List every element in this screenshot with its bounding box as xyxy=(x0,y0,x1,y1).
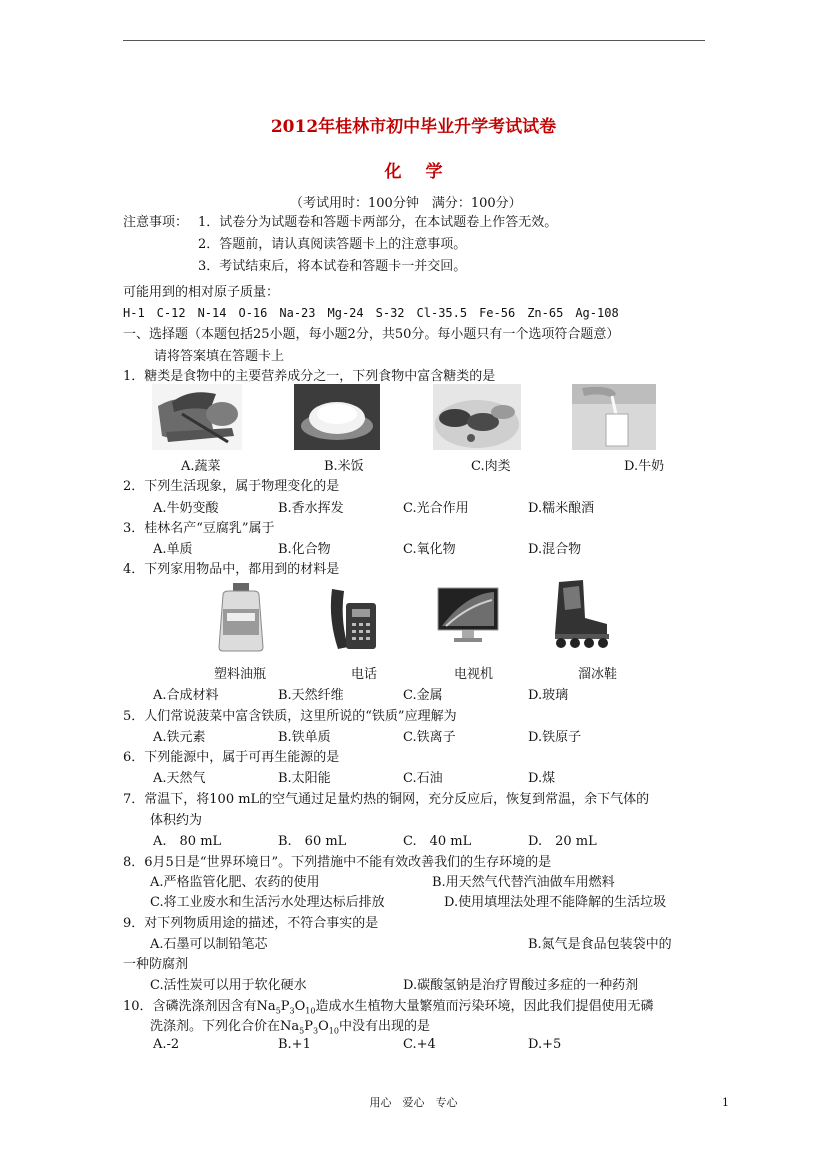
q3-option-a: A.单质 xyxy=(153,542,193,557)
q3-option-c: C.氧化物 xyxy=(403,542,456,557)
q6-option-a: A.天然气 xyxy=(153,771,206,786)
q8-option-b: B.用天然气代替汽油做车用燃料 xyxy=(432,875,615,890)
header-rule xyxy=(123,40,705,41)
atomic-mass-values: H-1 C-12 N-14 O-16 Na-23 Mg-24 S-32 Cl-35.5 Fe-56 Zn-65 Ag-108 xyxy=(123,306,619,320)
notes-label: 注意事项： xyxy=(123,215,189,230)
plastic-oil-bottle-image xyxy=(215,581,267,653)
question-4: 4．下列家用物品中，都用到的材料是 xyxy=(123,562,340,577)
q7-option-a: A. 80 mL xyxy=(153,834,222,849)
q9-option-b: B.氮气是食品包装袋中的 xyxy=(528,937,672,952)
q1-option-b: B.米饭 xyxy=(324,459,364,474)
question-7: 7．常温下，将100 mL的空气通过足量灼热的铜网，充分反应后，恢复到常温，余下气体的 xyxy=(123,792,650,807)
q10-stem2-a: 洗涤剂。下列化合价在 xyxy=(150,1019,281,1034)
q4-caption-phone: 电话 xyxy=(351,667,378,682)
q2-option-a: A.牛奶变酸 xyxy=(153,501,219,516)
q10-option-a: A.-2 xyxy=(153,1037,180,1052)
q2-option-b: B.香水挥发 xyxy=(278,501,344,516)
note-item: 2．答题前，请认真阅读答题卡上的注意事项。 xyxy=(198,237,467,252)
q9-option-d: D.碳酸氢钠是治疗胃酸过多症的一种药剂 xyxy=(403,978,639,993)
q8-option-a: A.严格监管化肥、农药的使用 xyxy=(150,875,320,890)
telephone-image xyxy=(326,583,378,653)
rice-image xyxy=(294,384,380,450)
vegetables-image xyxy=(152,384,242,450)
q2-option-d: D.糯米酿酒 xyxy=(528,501,595,516)
meat-image xyxy=(433,384,521,450)
question-7-cont: 体积约为 xyxy=(150,813,203,828)
note-item: 1．试卷分为试题卷和答题卡两部分，在本试题卷上作答无效。 xyxy=(198,215,558,230)
q4-option-d: D.玻璃 xyxy=(528,688,569,703)
q10-option-b: B.+1 xyxy=(278,1037,311,1052)
question-1: 1．糖类是食物中的主要营养成分之一，下列食物中富含糖类的是 xyxy=(123,369,496,384)
section-heading: 一、选择题（本题包括25小题，每小题2分，共50分。每小题只有一个选项符合题意） xyxy=(123,327,620,342)
question-9: 9．对下列物质用途的描述，不符合事实的是 xyxy=(123,916,379,931)
q8-option-d: D.使用填埋法处理不能降解的生活垃圾 xyxy=(444,895,667,910)
q4-option-c: C.金属 xyxy=(403,688,443,703)
exam-info: （考试用时：100分钟 满分：100分） xyxy=(290,196,522,211)
q10-option-d: D.+5 xyxy=(528,1037,562,1052)
q1-option-c: C.肉类 xyxy=(471,459,511,474)
q10-stem2-b: 中没有出现的是 xyxy=(338,1019,430,1034)
q7-option-d: D. 20 mL xyxy=(528,834,597,849)
question-5: 5．人们常说菠菜中富含铁质，这里所说的“铁质”应理解为 xyxy=(123,709,457,724)
sodium-tripolyphosphate-formula: $Na_5P_3O_{10}$ xyxy=(256,999,316,1016)
question-10-cont xyxy=(150,1015,430,1036)
page-number: 1 xyxy=(722,1096,729,1109)
question-6: 6．下列能源中，属于可再生能源的是 xyxy=(123,750,340,765)
footer-motto: 用心 爱心 专心 xyxy=(369,1096,458,1109)
q5-option-a: A.铁元素 xyxy=(153,730,206,745)
q9-option-c: C.活性炭可以用于软化硬水 xyxy=(150,978,307,993)
q7-option-b: B. 60 mL xyxy=(278,834,347,849)
q4-option-a: A.合成材料 xyxy=(153,688,219,703)
q7-option-c: C. 40 mL xyxy=(403,834,472,849)
q1-option-d: D.牛奶 xyxy=(624,459,665,474)
question-3: 3．桂林名产“豆腐乳”属于 xyxy=(123,521,275,536)
roller-skate-image xyxy=(545,578,615,650)
q5-option-d: D.铁原子 xyxy=(528,730,582,745)
subject-title: 化学 xyxy=(384,162,467,182)
q5-option-b: B.铁单质 xyxy=(278,730,331,745)
q10-option-c: C.+4 xyxy=(403,1037,436,1052)
question-2: 2．下列生活现象，属于物理变化的是 xyxy=(123,479,340,494)
q4-caption-tv: 电视机 xyxy=(454,667,494,682)
question-8: 8．6月5日是“世界环境日”。下列措施中不能有效改善我们的生存环境的是 xyxy=(123,855,552,870)
q8-option-c: C.将工业废水和生活污水处理达标后排放 xyxy=(150,895,385,910)
q4-caption-skates: 溜冰鞋 xyxy=(578,667,618,682)
section-subheading: 请将答案填在答题卡上 xyxy=(154,349,285,364)
atomic-mass-label: 可能用到的相对原子质量： xyxy=(123,285,280,300)
q9-option-b-cont: 一种防腐剂 xyxy=(123,957,189,972)
q5-option-c: C.铁离子 xyxy=(403,730,456,745)
question-10 xyxy=(123,995,654,1016)
q6-option-d: D.煤 xyxy=(528,771,556,786)
q10-stem-b: 造成水生植物大量繁殖而污染环境，因此我们提倡使用无磷 xyxy=(315,999,654,1014)
note-item: 3．考试结束后，将本试卷和答题卡一并交回。 xyxy=(198,259,467,274)
q6-option-c: C.石油 xyxy=(403,771,443,786)
q3-option-b: B.化合物 xyxy=(278,542,331,557)
exam-title: 2012年桂林市初中毕业升学考试试卷 xyxy=(270,117,557,137)
q4-caption-bottle: 塑料油瓶 xyxy=(214,667,267,682)
sodium-tripolyphosphate-formula: $Na_5P_3O_{10}$ xyxy=(280,1019,339,1036)
q1-option-a: A.蔬菜 xyxy=(181,459,221,474)
milk-image xyxy=(572,384,656,450)
q4-option-b: B.天然纤维 xyxy=(278,688,344,703)
television-image xyxy=(436,586,500,646)
q2-option-c: C.光合作用 xyxy=(403,501,469,516)
q3-option-d: D.混合物 xyxy=(528,542,582,557)
q6-option-b: B.太阳能 xyxy=(278,771,331,786)
q9-option-a: A.石墨可以制铅笔芯 xyxy=(150,937,268,952)
q10-stem-a: 10．含磷洗涤剂因含有 xyxy=(123,999,257,1014)
